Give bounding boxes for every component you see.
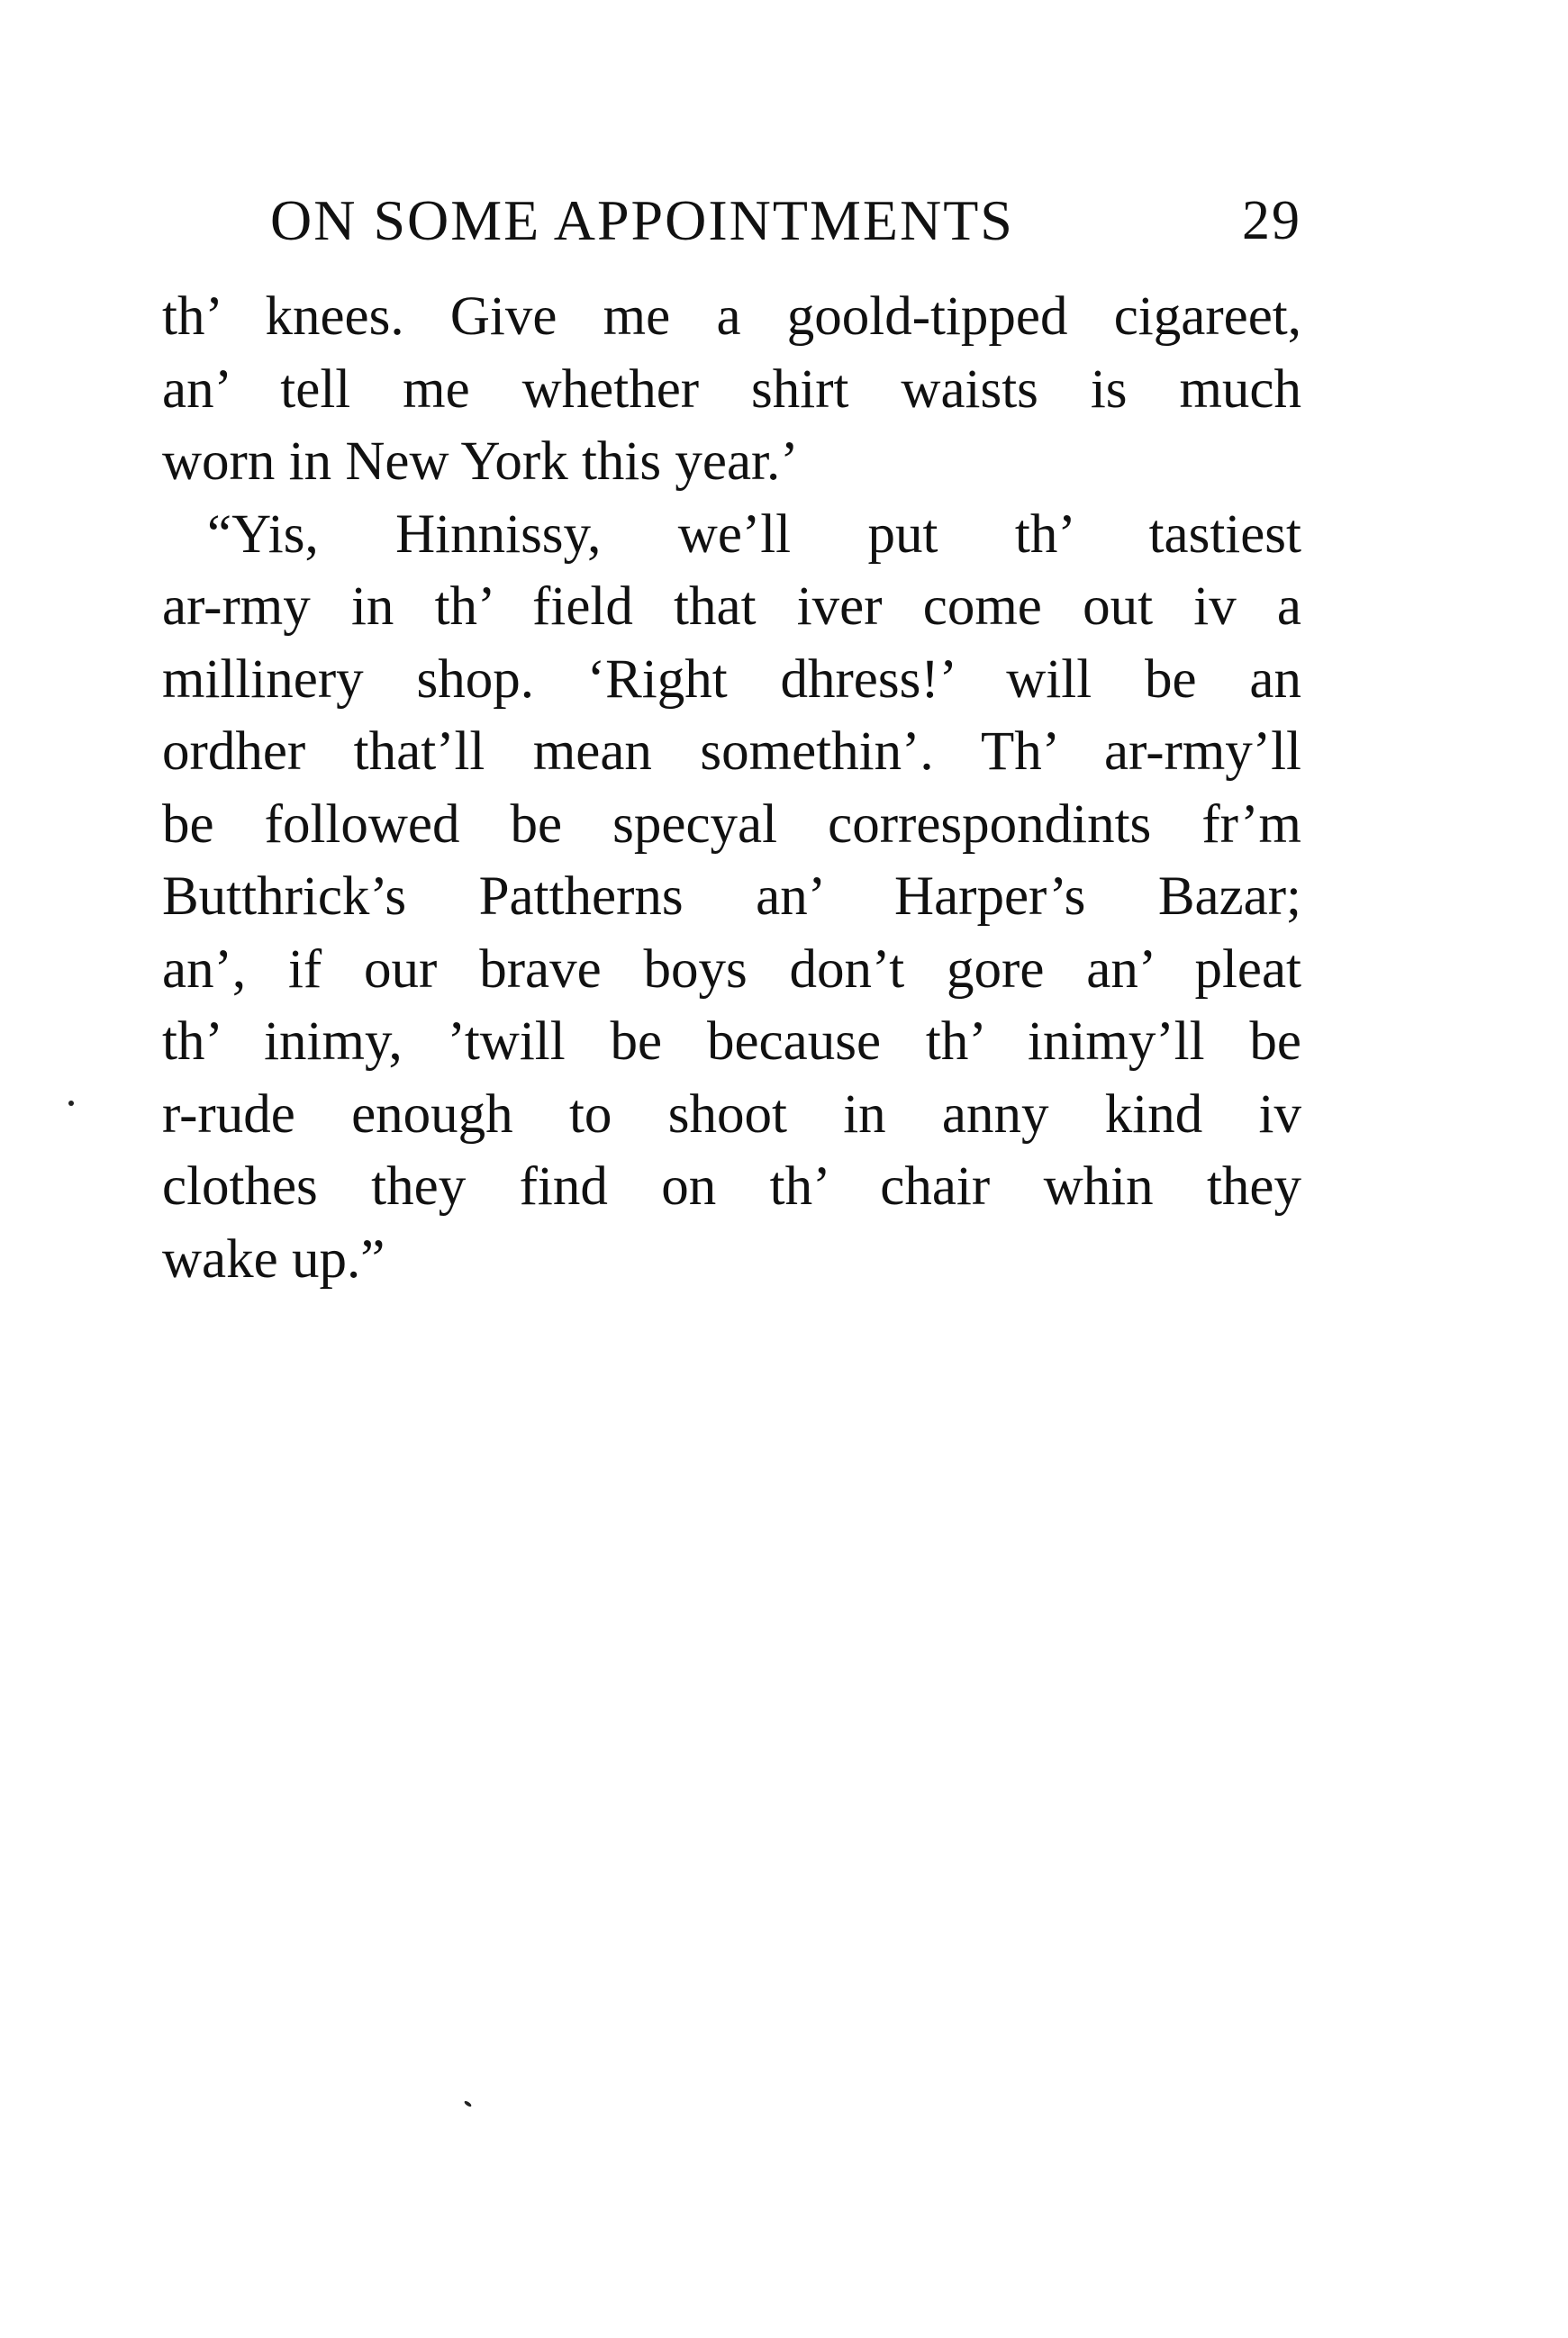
running-title: ON SOME APPOINTMENTS xyxy=(270,188,1014,252)
text-line: ordher that’ll mean somethin’. Th’ ar-rmy’ll xyxy=(162,721,1301,782)
text-line: millinery shop. ‘Right dhress!’ will be an xyxy=(162,648,1301,710)
text-line: “Yis, Hinnissy, we’ll put th’ tastiest xyxy=(207,503,1301,565)
text-line: wake up.” xyxy=(162,1228,385,1290)
text-line: r-rude enough to shoot in anny kind iv xyxy=(162,1083,1301,1145)
ink-speck xyxy=(464,2100,473,2107)
text-line: th’ knees. Give me a goold-tipped cigareet, xyxy=(162,286,1301,347)
text-line: clothes they find on th’ chair whin they xyxy=(162,1156,1301,1217)
running-head xyxy=(270,185,1301,257)
ink-speck xyxy=(68,1101,74,1106)
text-line: worn in New York this year.’ xyxy=(162,431,799,492)
text-line: Butthrick’s Pattherns an’ Harper’s Bazar; xyxy=(162,866,1301,927)
text-line: an’ tell me whether shirt waists is much xyxy=(162,358,1301,420)
page-number: 29 xyxy=(1242,190,1301,251)
text-line: ar-rmy in th’ field that iver come out iv a xyxy=(162,576,1301,637)
body-text xyxy=(162,281,1301,1296)
text-line: th’ inimy, ’twill be because th’ inimy’ll be xyxy=(162,1011,1301,1072)
text-line: an’, if our brave boys don’t gore an’ pleat xyxy=(162,938,1301,1000)
text-line: be followed be specyal correspondints fr’m xyxy=(162,793,1301,855)
